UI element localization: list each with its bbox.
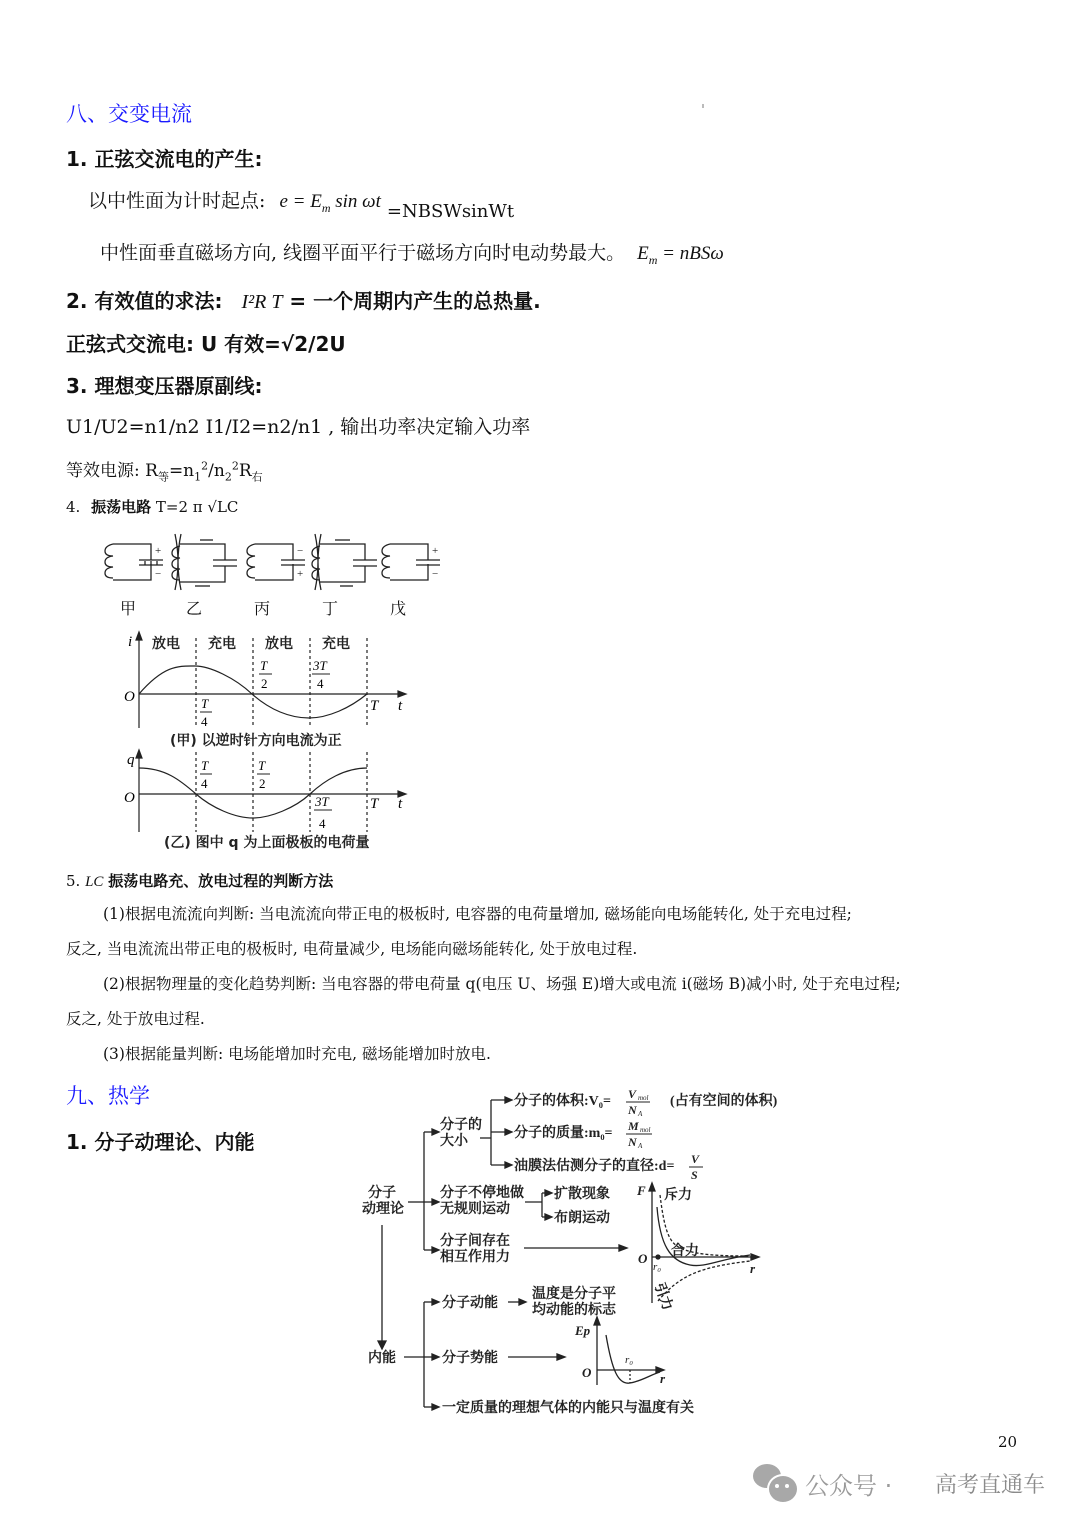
emf-formula: $e = E_m$ sin ωt [279,191,381,215]
method-2-line-b: 反之, 处于放电过程. [66,1010,205,1028]
page-number: 20 [998,1433,1018,1451]
wechat-icon [753,1462,801,1502]
svg-text:N: N [628,1135,637,1149]
svg-text:T: T [258,758,266,773]
svg-text:T: T [260,658,268,673]
watermark-account-name: 高考直通车 [935,1473,1046,1498]
current-time-graph [110,628,420,733]
method-3-line: (3)根据能量判断: 电场能增加时充电, 磁场能增加时放电. [103,1045,491,1063]
item-4-line: 4. 振荡电路 T=2 π √LC [66,498,239,516]
svg-text:O: O [124,790,135,806]
emf-formula-expanded: =NBSWsinWt [386,201,515,222]
svg-text:q: q [127,752,135,768]
section-8-title: 八、交变电流 [66,102,192,126]
svg-text:Ep: Ep [575,1323,591,1338]
svg-text:大小: 大小 [440,1134,468,1149]
svg-text:+: + [155,545,162,557]
sine-rms-line: 正弦式交流电: U 有效=√2/2U [66,332,346,356]
item-5-heading-line: 5. LC 振荡电路充、放电过程的判断方法 [66,872,334,890]
svg-text:t: t [398,698,403,714]
svg-text:+: + [297,568,304,580]
svg-text:分子动能: 分子动能 [442,1296,498,1311]
current-graph-caption: (甲) 以逆时针方向电流为正 [170,733,342,749]
svg-text:N: N [628,1103,637,1117]
svg-text:布朗运动: 布朗运动 [554,1211,610,1226]
svg-text:分子: 分子 [368,1186,396,1201]
svg-text:O: O [638,1251,648,1266]
stray-mark [702,104,704,108]
svg-text:T: T [370,796,379,812]
svg-text:T: T [201,696,209,711]
svg-text:4: 4 [319,816,326,831]
svg-text:4: 4 [201,776,208,791]
method-1-line-a: (1)根据电流流向判断: 当电流流向带正电的极板时, 电容器的电荷量增加, 磁场能向电场能转化, 处于充电过程; [103,905,852,923]
svg-text:2: 2 [261,676,268,691]
svg-text:充电: 充电 [322,637,350,652]
svg-text:均动能的标志: 均动能的标志 [532,1303,616,1318]
svg-text:r: r [750,1261,756,1276]
svg-text:扩散现象: 扩散现象 [554,1187,610,1202]
item-2-heading: 2. 有效值的求法: [66,289,223,313]
svg-text:−: − [432,568,439,580]
item-2-line [66,285,541,314]
svg-text:(占有空间的体积): (占有空间的体积) [670,1094,778,1109]
max-emf-formula: $E_m = nBS\omega$ [637,243,724,267]
watermark-prefix: 公众号 · [805,1472,893,1500]
svg-text:分子间存在: 分子间存在 [440,1234,510,1249]
svg-text:油膜法估测分子的直径:d=: 油膜法估测分子的直径:d= [514,1159,675,1174]
charge-time-graph [110,748,420,833]
svg-text:r: r [660,1371,666,1386]
svg-text:温度是分子平: 温度是分子平 [532,1287,616,1302]
svg-text:T: T [370,698,379,714]
svg-text:分子不停地做: 分子不停地做 [440,1186,524,1201]
svg-text:A: A [638,1110,643,1118]
svg-text:O: O [124,689,135,705]
svg-text:相互作用力: 相互作用力 [440,1250,510,1265]
rms-definition: = 一个周期内产生的总热量. [289,289,541,313]
transformer-ratio-line: U1/U2=n1/n2 I1/I2=n2/n1 , 输出功率决定输入功率 [66,416,531,438]
svg-text:分子的体积:V₀=: 分子的体积:V₀= [514,1094,611,1109]
method-2-line-a: (2)根据物理量的变化趋势判断: 当电容器的带电荷量 q(电压 U、场强 E)增大或电流 i(磁场 B)减小时, 处于充电过程; [103,975,901,993]
svg-text:分子势能: 分子势能 [442,1351,498,1366]
svg-text:F: F [637,1183,646,1198]
svg-text:M: M [628,1119,639,1133]
svg-text:放电: 放电 [152,637,180,652]
item-1-heading: 1. 正弦交流电的产生: [66,147,263,171]
svg-text:V: V [691,1152,700,1166]
max-emf-text: 中性面垂直磁场方向, 线圈平面平行于磁场方向时电动势最大。 [100,242,626,264]
svg-text:3T: 3T [313,658,327,673]
item-4-heading: 振荡电路 [91,498,152,516]
circuit-labels: 甲 乙 丙 丁 戊 [120,599,407,618]
section-9-title: 九、热学 [66,1084,150,1108]
svg-text:斥力: 斥力 [664,1188,692,1203]
item-3-heading: 3. 理想变压器原副线: [66,374,263,398]
svg-text:T: T [201,758,209,773]
circuit-yi [172,534,237,590]
svg-text:分子的质量:m₀=: 分子的质量:m₀= [514,1126,613,1141]
svg-text:4: 4 [201,714,208,729]
svg-text:i: i [128,634,133,650]
charge-graph-caption: (乙) 图中 q 为上面极板的电荷量 [164,835,370,851]
svg-text:无规则运动: 无规则运动 [440,1202,510,1217]
svg-text:O: O [582,1365,592,1380]
svg-text:4: 4 [317,676,324,691]
svg-text:mol: mol [638,1094,649,1102]
svg-text:内能: 内能 [368,1351,396,1366]
svg-text:−: − [155,568,162,580]
method-1-line-b: 反之, 当电流流出带正电的极板时, 电荷量减少, 电场能向磁场能转化, 处于放电过程. [66,940,638,958]
svg-text:mol: mol [640,1126,651,1134]
svg-text:A: A [638,1142,643,1150]
svg-text:一定质量的理想气体的内能只与温度有关: 一定质量的理想气体的内能只与温度有关 [442,1401,694,1416]
svg-text:充电: 充电 [208,637,236,652]
svg-text:V: V [628,1087,637,1101]
rms-formula: I²R T [241,291,283,313]
svg-text:引力: 引力 [650,1281,675,1313]
equivalent-source-line: 等效电源: $R_等=n_1^2/n_2^2R_右$ [66,459,263,484]
svg-text:r₀: r₀ [625,1354,634,1366]
svg-text:−: − [297,545,304,557]
lc-period-formula: T=2 π √LC [155,498,239,516]
svg-text:S: S [691,1168,698,1182]
max-emf-line [100,238,724,268]
svg-text:3T: 3T [315,794,329,809]
lc-label: LC [85,874,104,890]
item-5-heading: 振荡电路充、放电过程的判断方法 [108,872,334,890]
neutral-plane-line [88,186,515,222]
svg-text:+: + [432,545,439,557]
svg-text:放电: 放电 [265,637,293,652]
svg-text:2: 2 [259,776,266,791]
molecular-theory-diagram [360,1085,790,1425]
section-9-item-1-heading: 1. 分子动理论、内能 [66,1130,255,1154]
svg-text:t: t [398,796,403,812]
svg-text:分子的: 分子的 [440,1118,482,1133]
svg-text:合力: 合力 [671,1244,699,1259]
svg-text:动理论: 动理论 [362,1202,404,1217]
circuit-ding [312,534,377,590]
svg-text:r₀: r₀ [653,1261,662,1273]
lc-circuit-states [95,532,445,592]
neutral-plane-label: 以中性面为计时起点: [88,190,266,212]
